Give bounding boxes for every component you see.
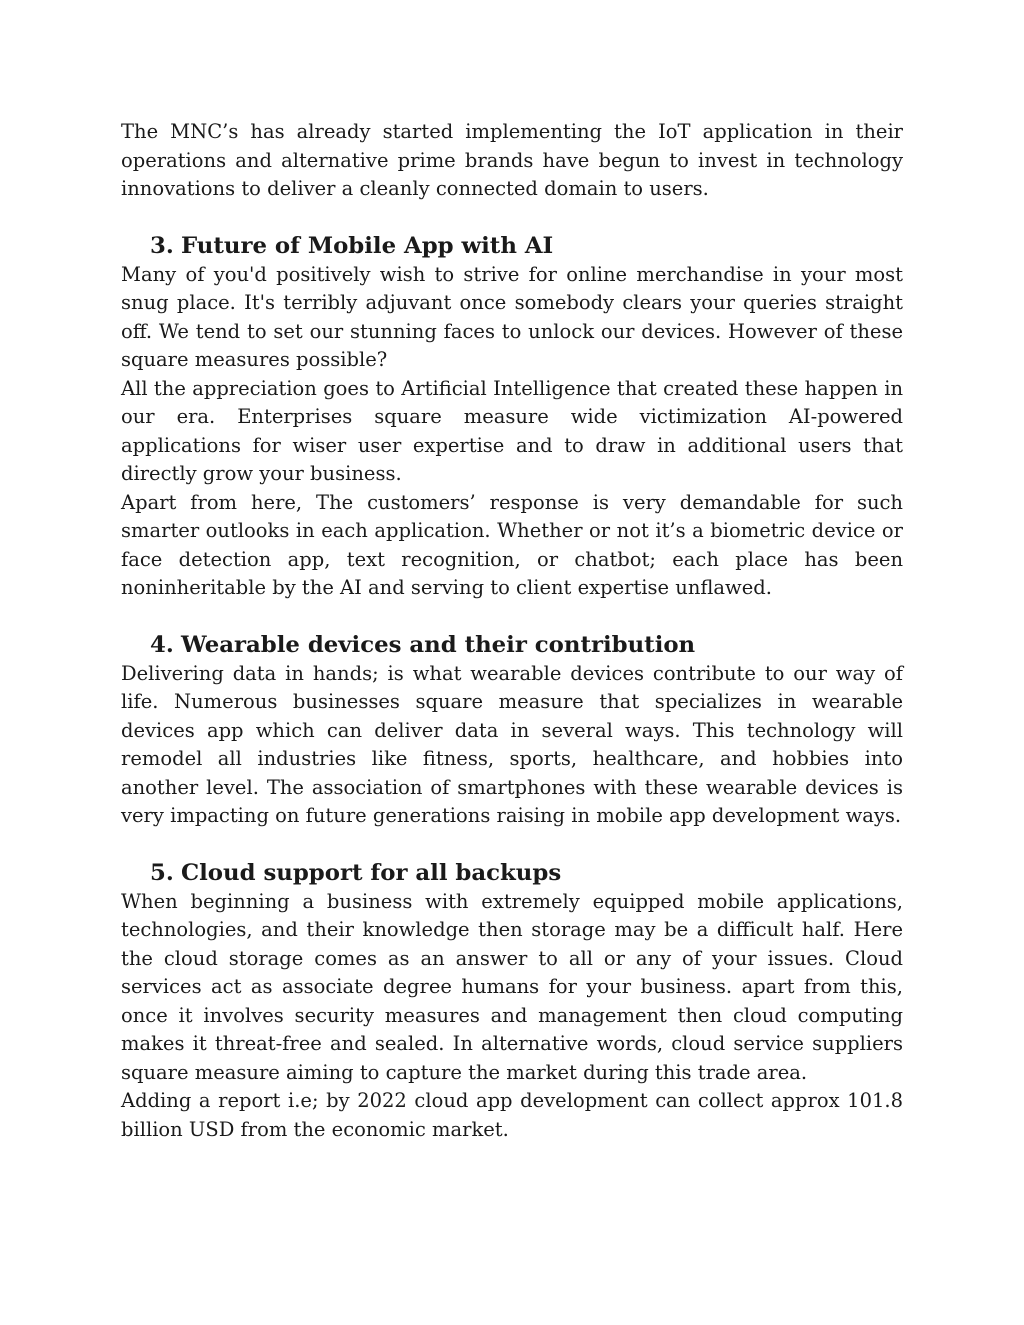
section-heading (121, 631, 903, 660)
body-paragraph: When beginning a business with extremely equipped mobile applications, technologies, and their knowledge then storage may be a difficult half. Here the cloud storage comes as an answer to all or any of your issues. Cloud services act as associate degree humans for your business. apart from this, once it involves security measures and management then cloud computing makes it threat-free and sealed. In alternative words, cloud service suppliers square measure aiming to capture the market during this trade area. (121, 889, 903, 1084)
body-paragraph: Adding a report i.e; by 2022 cloud app development can collect approx 101.8 billion USD from the economic market. (121, 1089, 903, 1141)
section-heading (121, 859, 903, 888)
section-title: Future of Mobile App with AI (181, 233, 554, 259)
intro-paragraph: The MNC’s has already started implementing the IoT application in their operations and alternative prime brands have begun to invest in technology innovations to deliver a cleanly connected domain to users. (121, 120, 903, 200)
section-gap (121, 204, 903, 233)
section-number: 5. (150, 860, 174, 886)
section-title: Wearable devices and their contribution (181, 632, 696, 658)
body-paragraph: Many of you'd positively wish to strive for online merchandise in your most snug place. It's terribly adjuvant once somebody clears your queries straight off. We tend to set our stunning faces to unlock our devices. However of these square measures possible? (121, 262, 903, 371)
body-paragraph: Delivering data in hands; is what wearable devices contribute to our way of life. Numerous businesses square measure that specializes in wearable devices app which can deliver data in several ways. This technology will remodel all industries like fitness, sports, healthcare, and hobbies into another level. The association of smartphones with these wearable devices is very impacting on future generations raising in mobile app development ways. (121, 661, 903, 827)
body-paragraph: Apart from here, The customers’ response is very demandable for such smarter outlooks in each application. Whether or not it’s a biometric device or face detection app, text recognition, or chatbot; each place has been noninheritable by the AI and serving to client expertise unflawed. (121, 490, 903, 599)
section-heading (121, 232, 903, 261)
document-page (121, 118, 903, 1144)
section-future-mobile-ai (121, 232, 903, 603)
section-number: 3. (150, 233, 174, 259)
section-gap (121, 603, 903, 632)
body-paragraph: All the appreciation goes to Artificial Intelligence that created these happen in our era. Enterprises square measure wide victimization AI-powered applications for wiser user expertise and to draw in additional users that directly grow your business. (121, 376, 903, 485)
section-wearable-devices (121, 631, 903, 831)
section-title: Cloud support for all backups (181, 860, 562, 886)
section-number: 4. (150, 632, 174, 658)
section-cloud-support (121, 859, 903, 1144)
section-gap (121, 831, 903, 860)
